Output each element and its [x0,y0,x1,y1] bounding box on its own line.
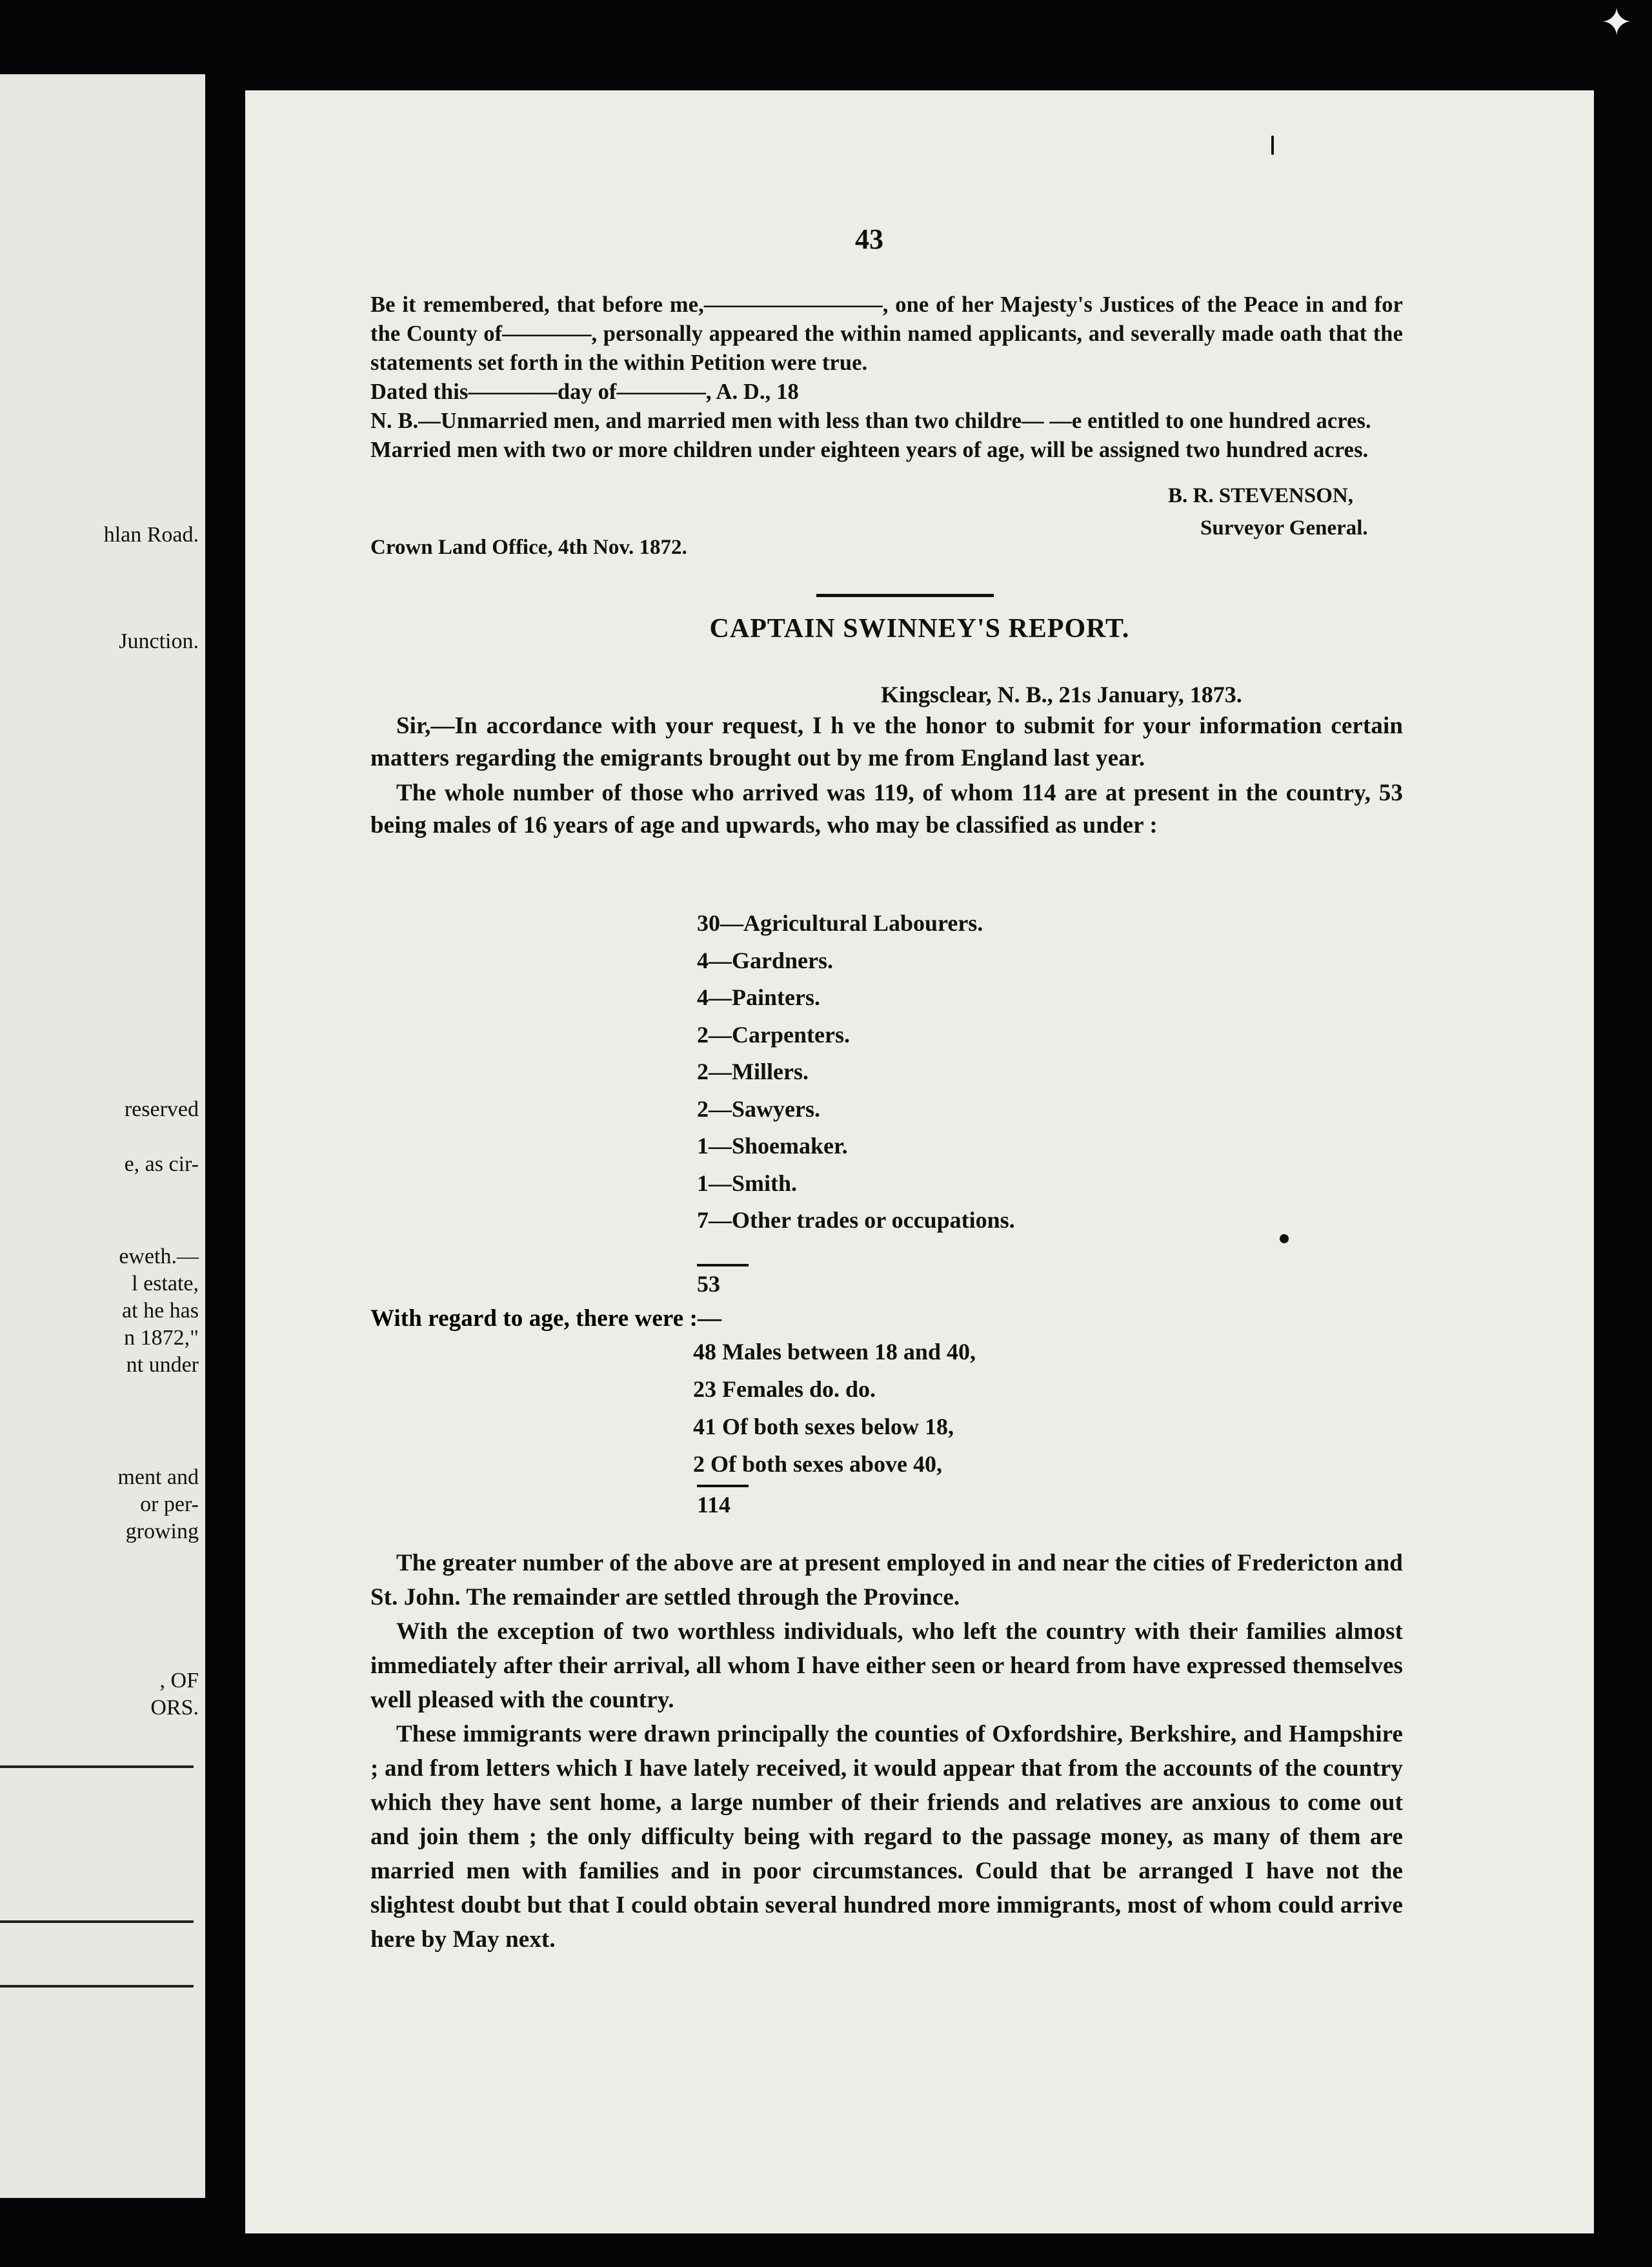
facing-page-text: growing [125,1520,199,1543]
occupation-item: 2—Millers. [697,1059,809,1084]
print-speck [1271,136,1274,155]
document-page [245,90,1594,2233]
occupation-item: 2—Sawyers. [697,1095,820,1122]
book-gutter [205,0,245,2267]
divider [0,1920,194,1923]
affidavit-form [370,290,1403,465]
corner-mark: ✦ [1600,1,1633,44]
age-intro: With regard to age, there were :— [370,1305,722,1332]
occupation-item: 4—Painters. [697,984,820,1010]
divider [0,1985,194,1987]
age-item: 23 Females do. do. [693,1376,876,1402]
sum-rule [697,1264,749,1266]
facing-page-text: ment and [117,1465,199,1489]
occupation-item: 4—Gardners. [697,947,833,973]
signer-name: B. R. STEVENSON, [1168,484,1353,507]
occupation-item: 2—Carpenters. [697,1021,850,1048]
facing-page-text: hlan Road. [103,523,199,547]
report-paragraph: The greater number of the above are at present employed in and near the cities of Fredericton and St. John. The remainder are settled through the Province. [370,1550,1403,1611]
page-number: 43 [855,223,883,255]
ages-total: 114 [697,1492,731,1518]
occupation-item: 30—Agricultural Labourers. [697,910,983,936]
nb-note-unmarried: N. B.—Unmarried men, and married men with less than two childre— —e entitled to one hundred acres. [370,409,1371,433]
report-title: CAPTAIN SWINNEY'S REPORT. [709,614,1130,644]
office-line: Crown Land Office, 4th Nov. 1872. [370,536,687,559]
affidavit-text: Be it remembered, that before me,————————, one of her Majesty's Justices of the Peace in and for the County of————, personally appeared the within named applicants, and severally made oath that the statements set forth in the within Petition were true. [370,292,1403,375]
report-paragraph: Sir,—In accordance with your request, I h ve the honor to submit for your information certain matters regarding the emigrants brought out by me from England last year. [370,713,1403,771]
facing-page-text: reserved [124,1097,199,1121]
divider [0,1765,194,1768]
facing-page-text: eweth.— [119,1245,199,1268]
occupation-item: 7—Other trades or occupations. [697,1207,1015,1233]
facing-page-text: or per- [140,1492,199,1516]
report-paragraph: With the exception of two worthless individuals, who left the country with their families almost immediately after their arrival, all whom I have either seen or heard from have expressed themselves well pleased with the country. [370,1618,1403,1713]
facing-page-text: ORS. [150,1696,199,1720]
report-paragraph: These immigrants were drawn principally the counties of Oxfordshire, Berkshire, and Hampshire ; and from letters which I have lately received, it would appear that from the accounts of the country which they have sent home, a large number of their friends and relatives are anxious to come out and join them ; the only difficulty being with regard to the passage money, as many of them are married men with families and in poor circumstances. Could that be arranged I have not the slightest doubt but that I could obtain several hundred more immigrants, most of whom could arrive here by May next. [370,1721,1403,1953]
report-body [370,1546,1403,1957]
sum-rule [697,1485,749,1487]
age-item: 48 Males between 18 and 40, [693,1339,976,1365]
age-list [693,1333,976,1483]
occupations-total: 53 [697,1271,720,1297]
signer-title: Surveyor General. [1200,516,1368,540]
occupation-list [697,905,1015,1239]
report-paragraph: The whole number of those who arrived was 119, of whom 114 are at present in the country, 53 being males of 16 years of age and upwards, who may be classified as under : [370,780,1403,839]
occupation-item: 1—Smith. [697,1170,798,1196]
nb-note-married: Married men with two or more children under eighteen years of age, will be assigned two hundred acres. [370,438,1369,462]
facing-page-text: at he has [122,1299,199,1323]
report-intro [370,710,1403,842]
facing-page-text: , OF [159,1669,199,1693]
age-item: 2 Of both sexes above 40, [693,1451,942,1477]
section-divider [816,594,994,597]
dated-line: Dated this————day of————, A. D., 18 [370,380,799,404]
facing-page-text: n 1872," [124,1326,199,1350]
report-place-date: Kingsclear, N. B., 21s January, 1873. [881,682,1242,707]
facing-page-text: Junction. [119,629,199,653]
facing-page-text: nt under [126,1353,199,1377]
occupation-item: 1—Shoemaker. [697,1133,848,1159]
age-item: 41 Of both sexes below 18, [693,1414,954,1439]
facing-page-text: e, as cir- [124,1152,199,1176]
facing-page-text: l estate, [132,1272,199,1296]
print-speck [1280,1234,1289,1243]
facing-page-fragment [0,74,205,2198]
